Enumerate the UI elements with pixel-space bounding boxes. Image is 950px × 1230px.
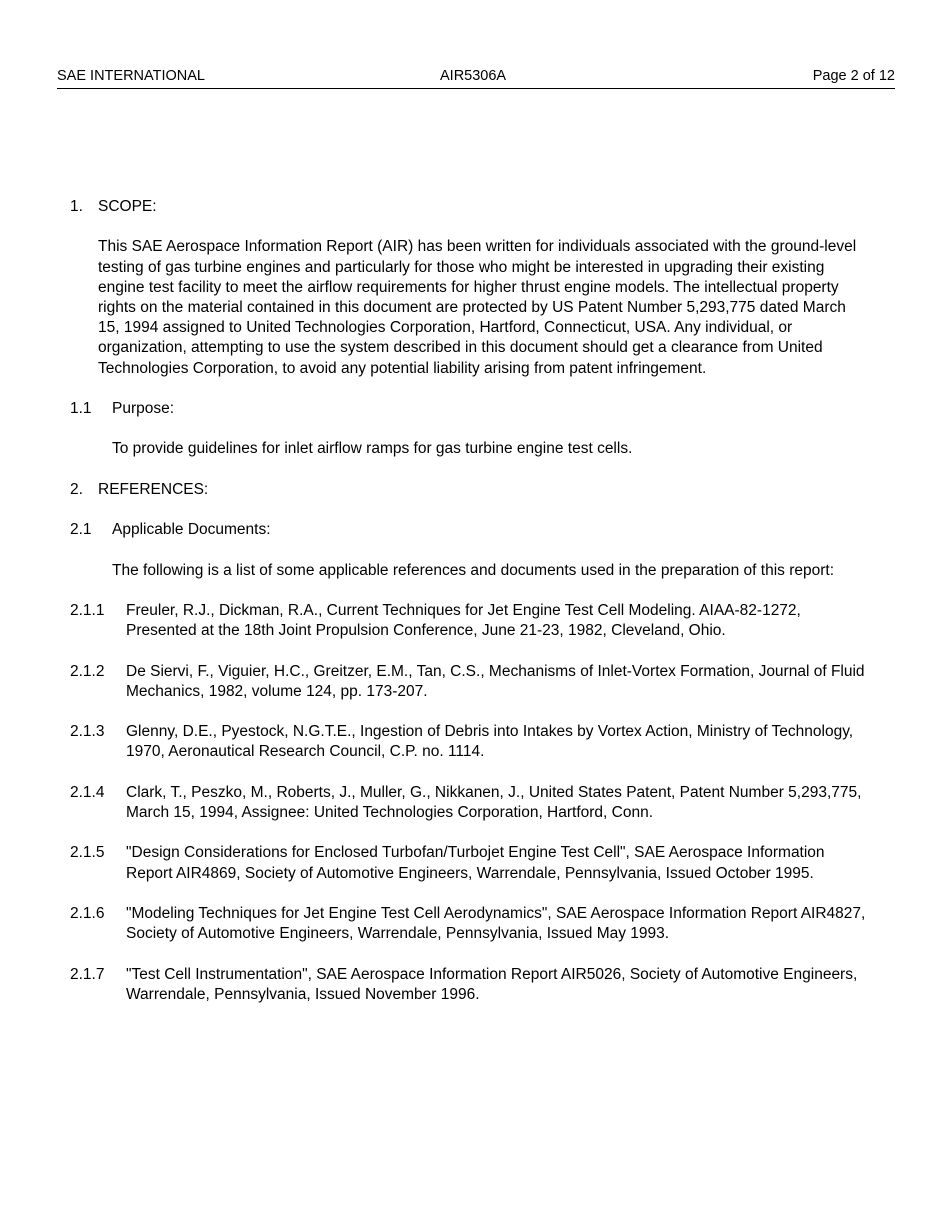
reference-item: [70, 904, 870, 944]
reference-number: 2.1.4: [70, 783, 105, 801]
document-body: [70, 197, 870, 1025]
section-number: 2.1: [70, 521, 92, 539]
scope-paragraph: This SAE Aerospace Information Report (AIR) has been written for individuals associated with the ground-level testing of gas turbine engines and particularly for those who might be interested in upgrading their existing engine test facility to meet the airflow requirements for higher thrust engine models. The intellectual property rights on the material contained in this document are protected by US Patent Number 5,293,775 dated March 15, 1994 assigned to United Technologies Corporation, Hartford, Connecticut, USA. Any individual, or organization, attempting to use the system described in this document should get a clearance from United Technologies Corporation, to avoid any potential liability arising from patent infringement.: [98, 238, 857, 377]
reference-item: [70, 662, 870, 702]
reference-number: 2.1.6: [70, 904, 105, 922]
reference-number: 2.1.5: [70, 844, 105, 862]
reference-text: Freuler, R.J., Dickman, R.A., Current Techniques for Jet Engine Test Cell Modeling. AIAA-82-1272, Presented at the 18th Joint Propulsion Conference, June 21-23, 1982, Cleveland, Ohio.: [126, 601, 801, 640]
reference-text: Clark, T., Peszko, M., Roberts, J., Muller, G., Nikkanen, J., United States Patent, Patent Number 5,293,775, March 15, 1994, Assignee: United Technologies Corporation, Hartford, Conn.: [126, 783, 862, 821]
header-page-number: Page 2 of 12: [812, 68, 895, 84]
section-scope-heading: [70, 197, 870, 217]
reference-text: "Test Cell Instrumentation", SAE Aerospace Information Report AIR5026, Society of Automotive Engineers, Warrendale, Pennsylvania, Issued November 1996.: [126, 965, 858, 1003]
section-applicable-heading: [70, 520, 870, 540]
section-number: 2.: [70, 480, 83, 498]
reference-number: 2.1.2: [70, 662, 105, 680]
section-heading: SCOPE:: [98, 198, 157, 215]
section-number: 1.: [70, 198, 83, 215]
reference-text: "Modeling Techniques for Jet Engine Test Cell Aerodynamics", SAE Aerospace Information Report AIR4827, Society of Automotive Engineers, Warrendale, Pennsylvania, Issued May 1993.: [126, 904, 866, 943]
reference-item: [70, 843, 870, 883]
header-organization: SAE INTERNATIONAL: [57, 68, 205, 84]
reference-text: "Design Considerations for Enclosed Turbofan/Turbojet Engine Test Cell", SAE Aerospace Information Report AIR4869, Society of Automotive Engineers, Warrendale, Pennsylvania, Issued October 1995.: [126, 844, 825, 882]
reference-item: [70, 965, 870, 1005]
purpose-paragraph: To provide guidelines for inlet airflow ramps for gas turbine engine test cells.: [112, 440, 633, 458]
reference-item: [70, 722, 870, 762]
applicable-paragraph: The following is a list of some applicable references and documents used in the preparation of this report:: [112, 561, 835, 579]
page-header: [57, 66, 895, 89]
reference-text: De Siervi, F., Viguier, H.C., Greitzer, E.M., Tan, C.S., Mechanisms of Inlet-Vortex Formation, Journal of Fluid Mechanics, 1982, volume 124, pp. 173-207.: [126, 662, 865, 700]
reference-item: [70, 783, 870, 823]
section-purpose-heading: [70, 399, 870, 419]
reference-text: Glenny, D.E., Pyestock, N.G.T.E., Ingestion of Debris into Intakes by Vortex Action, Ministry of Technology, 1970, Aeronautical Research Council, C.P. no. 1114.: [126, 723, 854, 761]
reference-number: 2.1.7: [70, 965, 105, 983]
section-heading: Applicable Documents:: [112, 521, 271, 539]
reference-number: 2.1.3: [70, 723, 105, 741]
header-document-number: AIR5306A: [440, 68, 507, 84]
section-heading: Purpose:: [112, 400, 175, 417]
section-references-heading: [70, 480, 870, 500]
reference-item: [70, 601, 870, 641]
reference-number: 2.1.1: [70, 601, 105, 619]
section-heading: REFERENCES:: [98, 480, 209, 498]
section-number: 1.1: [70, 400, 92, 417]
